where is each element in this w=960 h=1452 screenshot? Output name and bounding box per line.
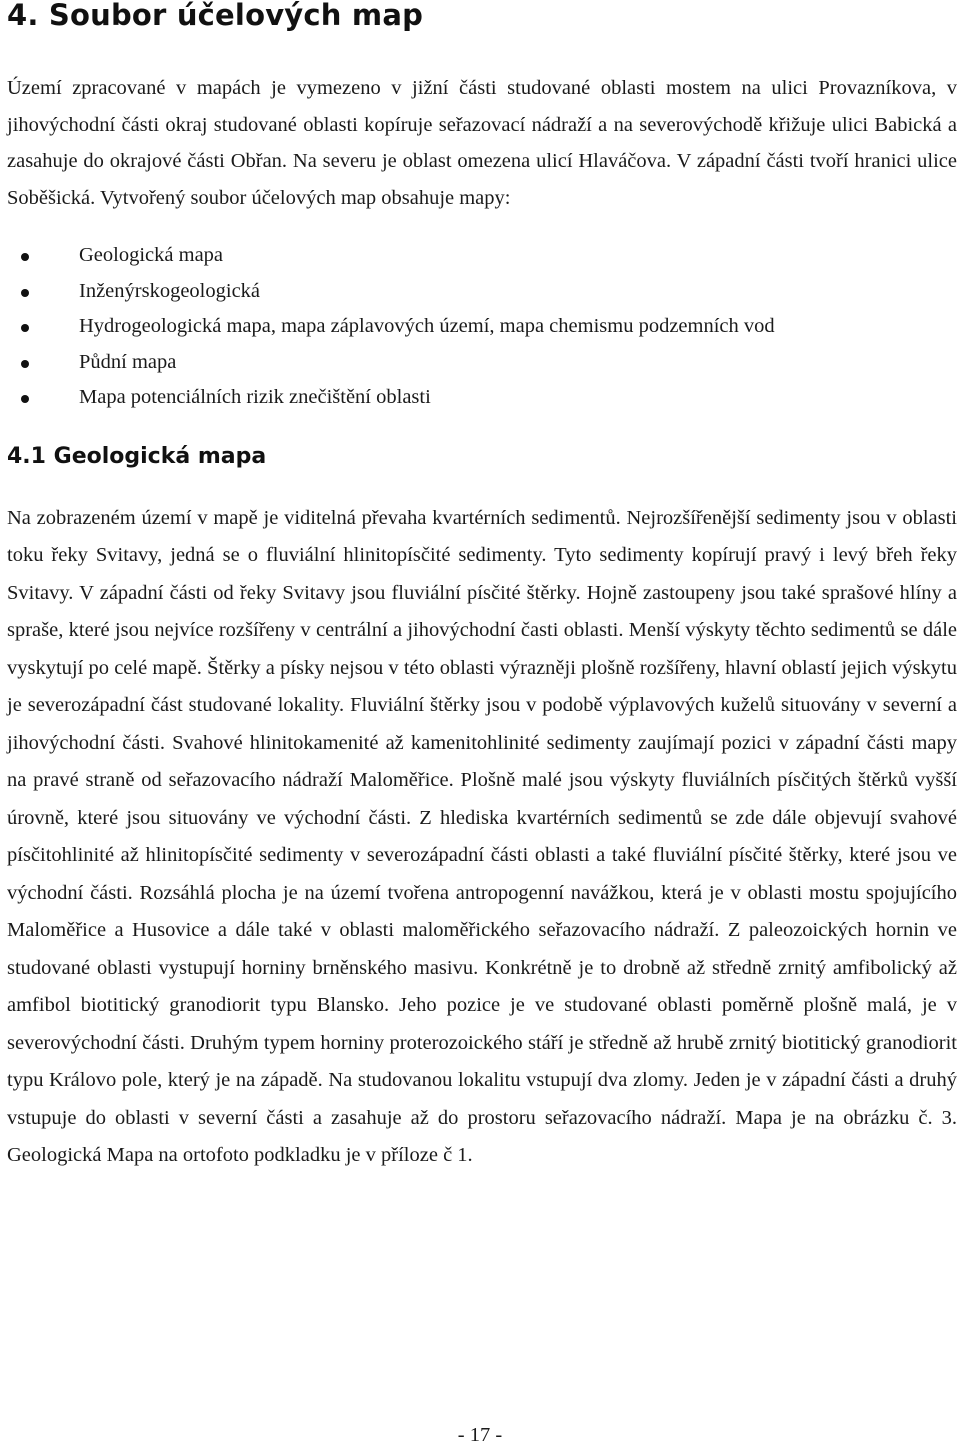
list-item-text: Inženýrskogeologická — [79, 279, 261, 302]
list-item-text: Geologická mapa — [79, 244, 224, 266]
list-item-text: Hydrogeologická mapa, mapa záplavových území, mapa chemismu podzemních vod — [79, 315, 775, 337]
intro-paragraph: Území zpracované v mapách je vymezeno v jižní části studované oblasti mostem na ulici Provazníkova, v jihovýchodní části okraj studované oblasti kopíruje seřazovací nádraží a na severovýchodě křižuje ulici Babická a zasahuje do okrajové části Obřan. Na severu je oblast omezena ulicí Hlaváčova. V západní části tvoří hranici ulice Soběšická. Vytvořený soubor účelových map obsahuje mapy: — [7, 77, 957, 209]
list-item — [7, 238, 957, 274]
list-item — [7, 274, 957, 310]
bullet-icon — [21, 289, 29, 297]
chapter-heading: 4. Soubor účelových map — [7, 0, 424, 32]
list-item — [7, 309, 957, 345]
bullet-icon — [21, 253, 29, 261]
bullet-icon — [21, 324, 29, 332]
geology-paragraph: Na zobrazeném území v mapě je viditelná převaha kvartérních sedimentů. Nejrozšířenější sedimenty jsou v oblasti toku řeky Svitavy, jedná se o fluviální hlinitopísčité sedimenty. Tyto sedimenty kopírují pravý i levý břeh řeky Svitavy. V západní části od řeky Svitavy jsou fluviální písčité štěrky. Hojně zastoupeny jsou také sprašové hlíny a spraše, které jsou nejvíce rozšířeny v centrální a jihovýchodní časti oblasti. Menší výskyty těchto sedimentů se dále vyskytují po celé mapě. Štěrky a písky nejsou v této oblasti výrazněji plošně rozšířeny, hlavní oblastí jejich výskytu je severozápadní část studované lokality. Fluviální štěrky jsou v podobě výplavových kuželů situovány v severní a jihovýchodní části. Svahové hlinitokamenité až kamenitohlinité sedimenty zaujímají pozici v západní části mapy na pravé straně od seřazovacího nádraží Maloměřice. Plošně malé jsou výskyty fluviálních písčitých štěrků vyšší úrovně, které jsou situovány ve východní části. Z hlediska kvartérních sedimentů se zde dále objevují svahové písčitohlinité až hlinitopísčité sedimenty v severozápadní části oblasti a také fluviální písčité štěrky, které jsou ve východní části. Rozsáhlá plocha je na území tvořena antropogenní navážkou, která je v oblasti mostu spojujícího Maloměřice a Husovice a dále také v oblasti maloměřického seřazovacího nádraží. Z paleozoických hornin ve studované oblasti vystupují horniny brněnského masivu. Konkrétně je to drobně až středně zrnitý amfibolický až amfibol biotitický granodiorit typu Blansko. Jeho pozice je ve studované oblasti poměrně plošně malá, je v severovýchodní části. Druhým typem horniny proterozoického stáří je středně až hrubě zrnitý biotitický granodiorit typu Královo pole, který je na západě. Na studovanou lokalitu vstupují dva zlomy. Jeden je v západní části a druhý vstupuje do oblasti v severní části a zasahuje až do prostoru seřazovacího nádraží. Mapa je na obrázku č. 3. Geologická Mapa na ortofoto podkladku je v příloze č 1. — [7, 506, 957, 1166]
bullet-icon — [21, 360, 29, 368]
document-page — [7, 0, 957, 1175]
bullet-icon — [21, 395, 29, 403]
list-item-text: Mapa potenciálních rizik znečištění oblasti — [79, 386, 431, 408]
page-number: - 17 - — [457, 1424, 503, 1446]
map-list — [7, 238, 957, 416]
list-item — [7, 345, 957, 381]
list-item-text: Půdní mapa — [79, 350, 177, 373]
section-heading: 4.1 Geologická mapa — [7, 443, 267, 469]
list-item — [7, 380, 957, 416]
